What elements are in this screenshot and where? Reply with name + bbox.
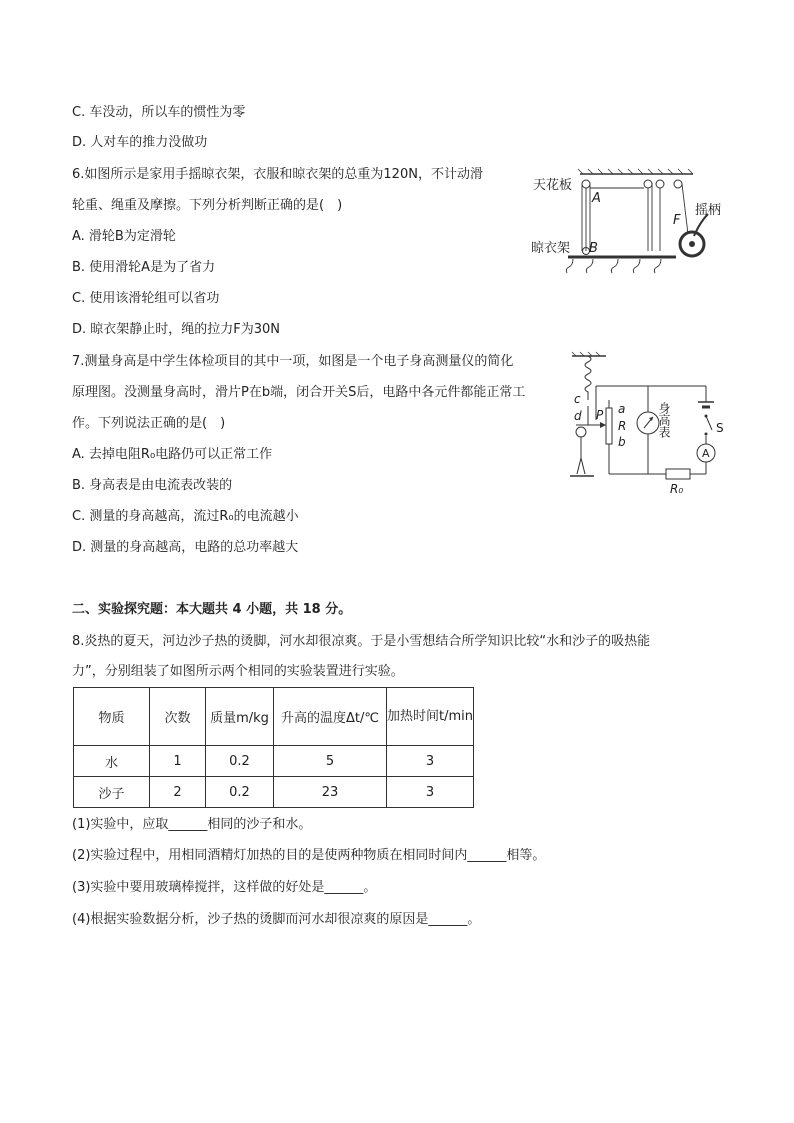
table-header-cell: 物质 [74, 688, 150, 746]
table-cell: 水 [74, 746, 150, 777]
q7-stem-line2: 原理图。没测量身高时，滑片P在b端，闭合开关S后，电路中各元件都能正常工 [72, 385, 526, 400]
label-b: b [618, 435, 626, 449]
q6-option-b: B. 使用滑轮A是为了省力 [72, 260, 216, 275]
pulley-a-label: A [592, 191, 601, 206]
meter-label: 身高表 [657, 402, 671, 438]
label-a: a [618, 402, 626, 416]
label-p: P [596, 408, 604, 422]
table-cell: 3 [387, 746, 474, 777]
table-header-cell: 次数 [150, 688, 206, 746]
table-cell: 沙子 [74, 777, 150, 808]
height-meter-circuit-figure [566, 350, 736, 498]
q8-data-table [73, 687, 474, 808]
label-ammeter: A [702, 447, 710, 460]
label-s: S [716, 421, 724, 435]
q6-option-d: D. 晾衣架静止时，绳的拉力F为30N [72, 322, 281, 337]
table-header-cell: 加热时间t/min [387, 688, 474, 746]
q7-option-a: A. 去掉电阻R₀电路仍可以正常工作 [72, 447, 273, 462]
q7-option-c: C. 测量的身高越高，流过R₀的电流越小 [72, 509, 299, 524]
q8-stem-line1: 8.炎热的夏天，河边沙子热的烫脚，河水却很凉爽。于是小雪想结合所学知识比较“水和沙子的吸热能 [72, 634, 651, 649]
table-header-cell: 升高的温度Δt/℃ [274, 688, 387, 746]
table-cell: 0.2 [206, 777, 274, 808]
label-r0: R₀ [670, 482, 684, 496]
table-header-row [74, 688, 474, 746]
q7-option-b: B. 身高表是由电流表改装的 [72, 478, 233, 493]
pulley-b-label: B [589, 241, 598, 256]
q6-stem-line1: 6.如图所示是家用手摇晾衣架，衣服和晾衣架的总重为120N，不计动滑 [72, 167, 483, 182]
rack-label: 晾衣架 [531, 241, 571, 256]
q6-option-c: C. 使用该滑轮组可以省功 [72, 291, 220, 306]
handle-label: 摇柄 [695, 203, 722, 218]
table-row [74, 777, 474, 808]
table-cell: 2 [150, 777, 206, 808]
table-row [74, 746, 474, 777]
table-cell: 5 [274, 746, 387, 777]
q8-part1: (1)实验中，应取______相同的沙子和水。 [72, 817, 312, 832]
table-cell: 0.2 [206, 746, 274, 777]
table-header-cell: 质量m/kg [206, 688, 274, 746]
table-cell: 1 [150, 746, 206, 777]
clothes-rack-figure [528, 166, 728, 288]
ceiling-label: 天花板 [533, 178, 573, 193]
q7-stem-line3: 作。下列说法正确的是( ) [72, 416, 226, 431]
q7-stem-line1: 7.测量身高是中学生体检项目的其中一项，如图是一个电子身高测量仪的简化 [72, 354, 514, 369]
q8-part3: (3)实验中要用玻璃棒搅拌，这样做的好处是______。 [72, 880, 377, 895]
q5-option-c: C. 车没动，所以车的惯性为零 [72, 105, 246, 120]
q8-part4: (4)根据实验数据分析，沙子热的烫脚而河水却很凉爽的原因是______。 [72, 912, 481, 927]
label-r: R [618, 419, 627, 433]
section-heading: 二、实验探究题：本大题共 4 小题，共 18 分。 [72, 602, 352, 617]
label-d: d [574, 409, 582, 423]
q5-option-d: D. 人对车的推力没做功 [72, 135, 208, 150]
q6-stem-line2: 轮重、绳重及摩擦。下列分析判断正确的是( ) [72, 198, 343, 213]
q8-stem-line2: 力”，分别组装了如图所示两个相同的实验装置进行实验。 [72, 664, 404, 679]
table-cell: 3 [387, 777, 474, 808]
label-c: c [574, 392, 581, 406]
table-cell: 23 [274, 777, 387, 808]
q6-option-a: A. 滑轮B为定滑轮 [72, 229, 176, 244]
q8-part2: (2)实验过程中，用相同酒精灯加热的目的是使两种物质在相同时间内______相等。 [72, 848, 546, 863]
force-f-label: F [673, 213, 681, 228]
q7-option-d: D. 测量的身高越高，电路的总功率越大 [72, 540, 299, 555]
